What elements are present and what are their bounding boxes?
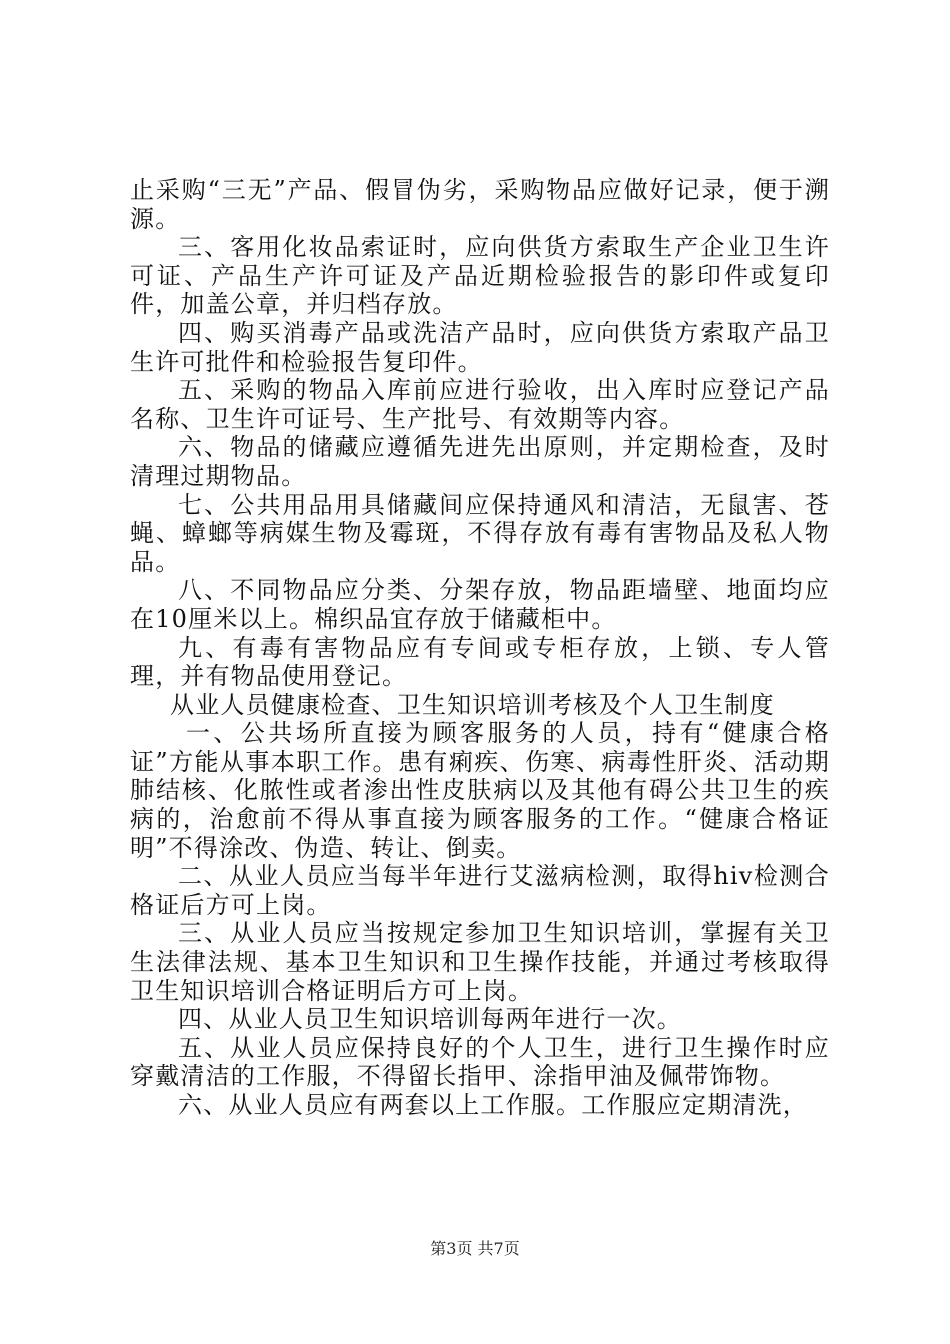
paragraph-item-4-disinfection: 四、购买消毒产品或洗洁产品时，应向供货方索取产品卫生许可批件和检验报告复印件。 — [130, 318, 830, 376]
paragraph-item-7-storeroom: 七、公共用品用具储藏间应保持通风和清洁，无鼠害、苍蝇、蟑螂等病媒生物及霉斑，不得存放有毒有害物品及私人物品。 — [130, 490, 830, 576]
paragraph-item-5-hygiene: 五、从业人员应保持良好的个人卫生，进行卫生操作时应穿戴清洁的工作服，不得留长指甲、涂指甲油及佩带饰物。 — [130, 1033, 830, 1091]
document-body — [130, 176, 830, 1120]
paragraph-item-8-classification: 八、不同物品应分类、分架存放，物品距墙壁、地面均应在10厘米以上。棉织品宜存放于储藏柜中。 — [130, 576, 830, 633]
paragraph-item-6-storage: 六、物品的储藏应遵循先进先出原则，并定期检查，及时清理过期物品。 — [130, 433, 830, 490]
paragraph-item-3-cosmetics: 三、客用化妆品索证时，应向供货方索取生产企业卫生许可证、产品生产许可证及产品近期检验报告的影印件或复印件，加盖公章，并归档存放。 — [130, 233, 830, 319]
paragraph-item-5-inspection: 五、采购的物品入库前应进行验收，出入库时应登记产品名称、卫生许可证号、生产批号、有效期等内容。 — [130, 376, 830, 433]
paragraph-item-1-health-certificate: 一、公共场所直接为顾客服务的人员，持有“健康合格证”方能从事本职工作。患有痢疾、伤寒、病毒性肝炎、活动期肺结核、化脓性或者渗出性皮肤病以及其他有碍公共卫生的疾病的，治愈前不得从事直接为顾客服务的工作。“健康合格证明”不得涂改、伪造、转让、倒卖。 — [130, 719, 830, 862]
page-number-footer: 第3页 共7页 — [430, 1239, 520, 1258]
section-heading: 从业人员健康检查、卫生知识培训考核及个人卫生制度 — [170, 690, 775, 719]
paragraph-item-4-training-frequency: 四、从业人员卫生知识培训每两年进行一次。 — [178, 1005, 682, 1034]
paragraph-item-3-training: 三、从业人员应当按规定参加卫生知识培训，掌握有关卫生法律法规、基本卫生知识和卫生操作技能，并通过考核取得卫生知识培训合格证明后方可上岗。 — [130, 919, 830, 1005]
paragraph-item-2-hiv-test: 二、从业人员应当每半年进行艾滋病检测，取得hiv检测合格证后方可上岗。 — [130, 862, 830, 919]
paragraph-continuation: 止采购“三无”产品、假冒伪劣，采购物品应做好记录，便于溯源。 — [130, 176, 830, 233]
paragraph-item-6-uniforms: 六、从业人员应有两套以上工作服。工作服应定期清洗， — [178, 1091, 808, 1119]
paragraph-item-9-hazardous: 九、有毒有害物品应有专间或专柜存放，上锁、专人管理，并有物品使用登记。 — [130, 633, 830, 691]
